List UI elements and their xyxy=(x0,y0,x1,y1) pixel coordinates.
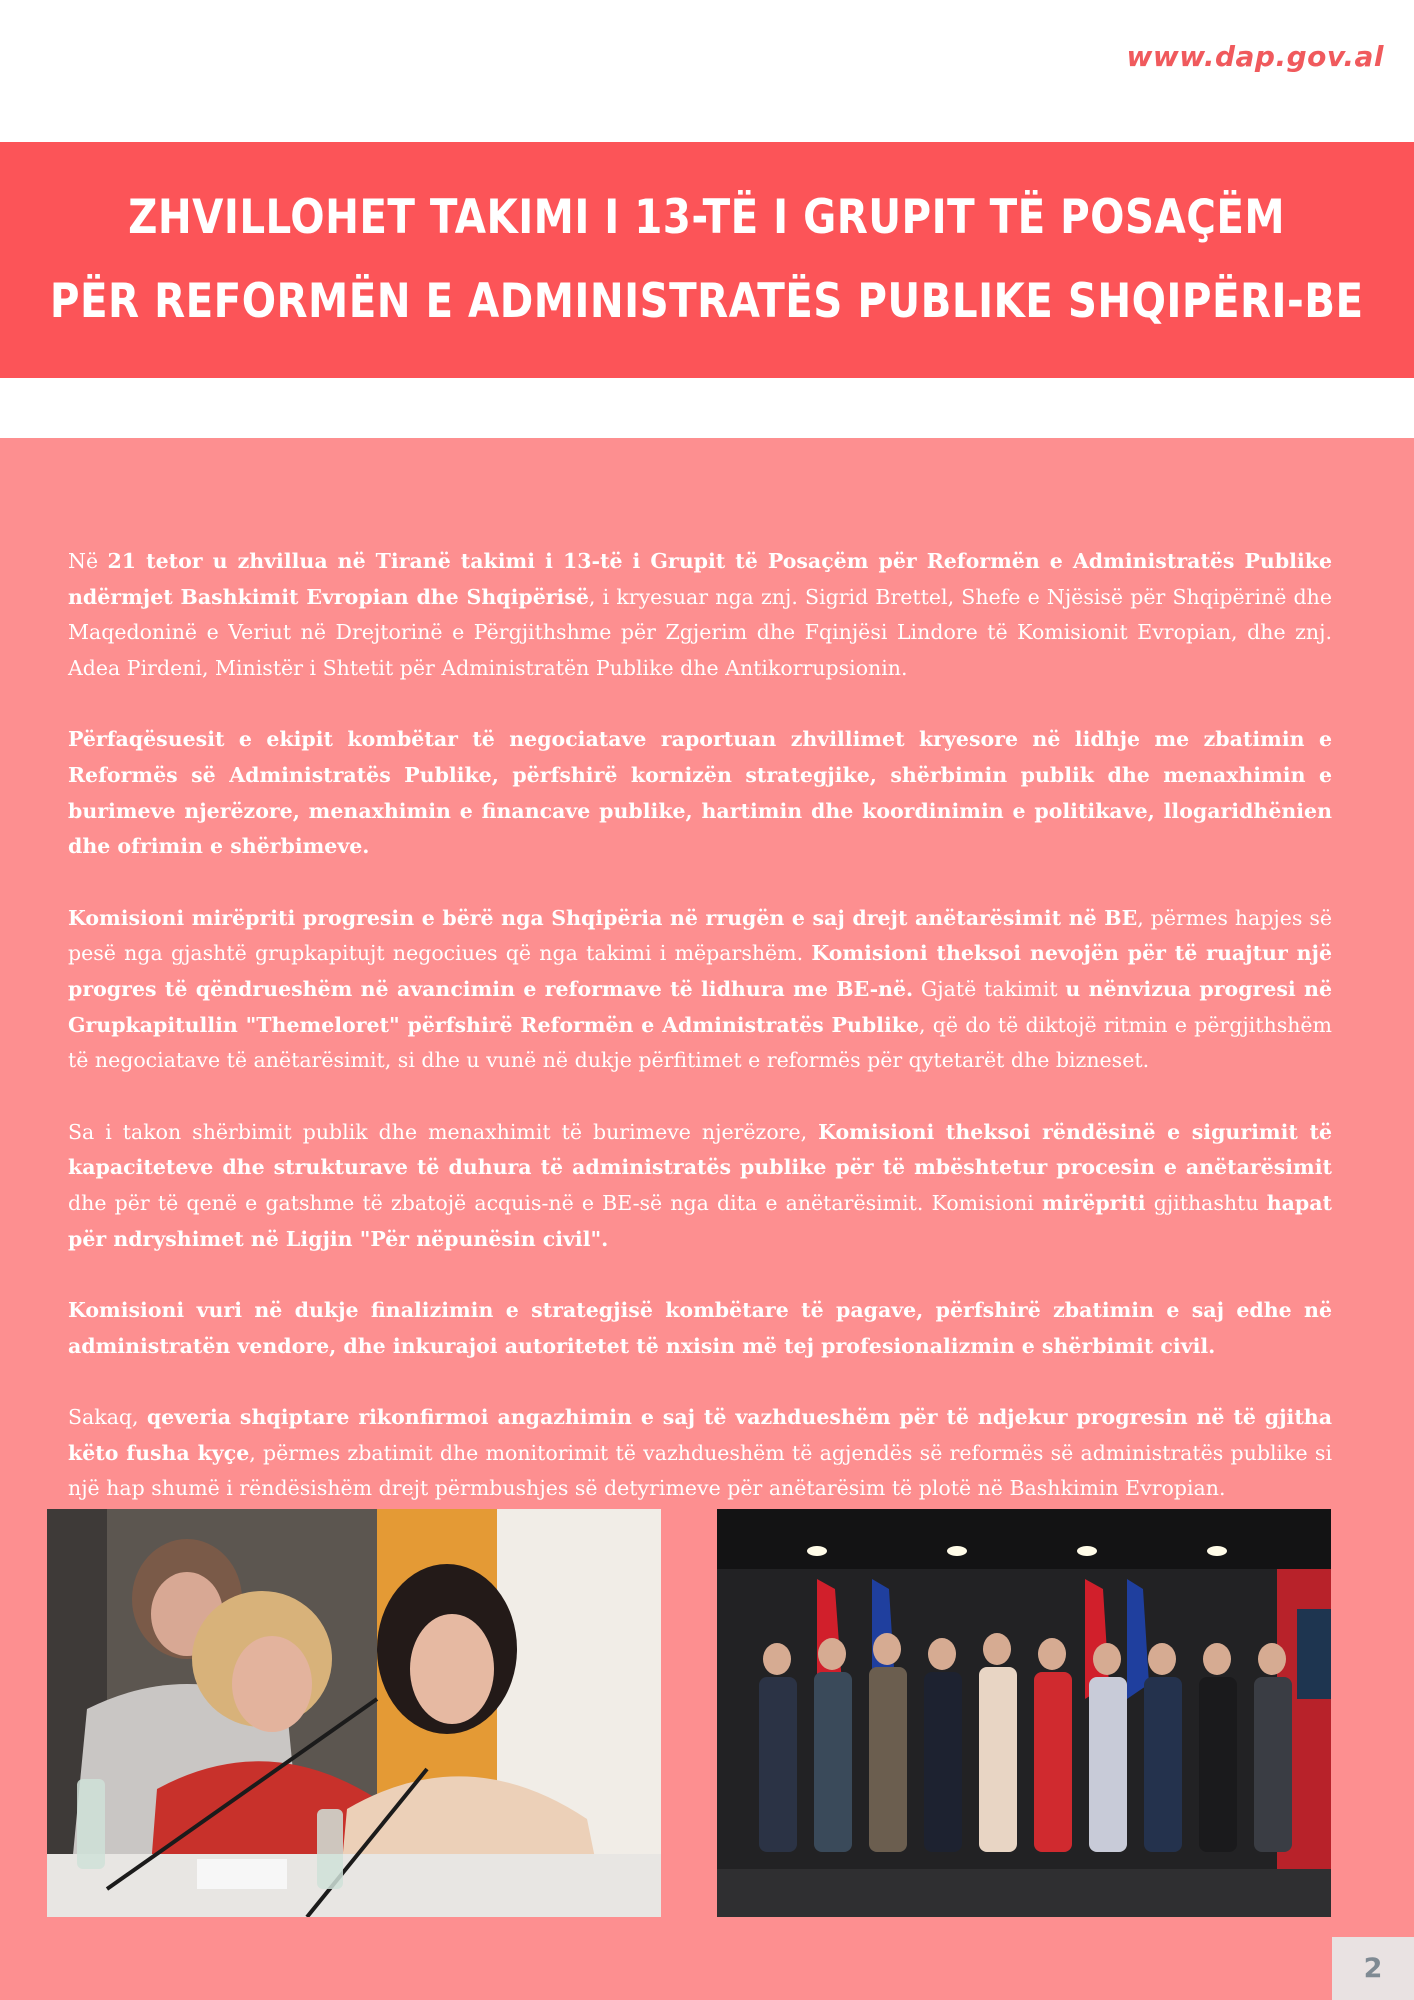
text-run: , që do të diktojë ritmin e përgjithshëm të negociatave të anëtarësimit, si dhe u vunë në dukje përfitimet e reformës për qytetarët dhe bizneset. xyxy=(68,1012,1332,1073)
text-run: , përmes zbatimit dhe monitorimit të vazhdueshëm të agjendës së reformës së administratës publike si një hap shumë i rëndësishëm drejt përmbushjes së detyrimeve për anëtarësim të plotë në Bashkimin Evropian. xyxy=(68,1440,1332,1501)
text-run: Gjatë takimit xyxy=(913,976,1066,1001)
text-run: Në xyxy=(68,549,108,573)
bold-text-run: mirëpriti xyxy=(1042,1190,1146,1215)
article-paragraph xyxy=(68,1400,1332,1507)
article-paragraph xyxy=(68,1115,1332,1257)
website-url[interactable]: www.dap.gov.al xyxy=(1126,40,1384,73)
meeting-photo-speaker xyxy=(47,1509,661,1917)
text-run: dhe për të qenë e gatshme të zbatojë acquis-në e BE-së nga dita e anëtarësimit. Komisioni xyxy=(68,1190,1043,1215)
bold-text-run: Përfaqësuesit e ekipit kombëtar të negociatave raportuan zhvillimet kryesore në lidhje me zbatimin e Reformës së Administratës Publike, përfshirë kornizën strategjike, shërbimin publik dhe menaxhimin e burimeve njerëzore, menaxhimin e financave publike, hartimin dhe koordinimin e politikave, llogaridhënien dhe ofrimin e shërbimeve. xyxy=(68,727,1332,859)
bold-text-run: qeveria shqiptare rikonfirmoi angazhimin e saj të vazhdueshëm për të ndjekur progresin në të gjitha këto fusha kyçe xyxy=(68,1405,1332,1465)
text-run: Sa i takon shërbimit publik dhe menaxhimit të burimeve njerëzore, xyxy=(68,1119,819,1144)
bold-text-run: hapat për ndryshimet në Ligjin "Për nëpunësin civil". xyxy=(68,1190,1332,1251)
article-body xyxy=(68,544,1332,1543)
bold-text-run: Komisioni vuri në dukje finalizimin e strategjisë kombëtare të pagave, përfshirë zbatimin e saj edhe në administratën vendore, dhe inkurajoi autoritetet të nxisin më tej profesionalizmin e shërbimit civil. xyxy=(68,1298,1332,1358)
title-banner xyxy=(0,142,1414,378)
text-run: , përmes hapjes së pesë nga gjashtë grupkapitujt negociues që nga takimi i mëparshëm. xyxy=(68,905,1333,966)
bold-text-run: 21 tetor u zhvillua në Tiranë takimi i 13-të i Grupit të Posaçëm për Reformën e Administratës Publike ndërmjet Bashkimit Evropian dhe Shqipërisë xyxy=(68,549,1332,609)
text-run: gjithashtu xyxy=(1145,1190,1267,1215)
page-number: 2 xyxy=(1332,1937,1414,2000)
bold-text-run: Komisioni theksoi rëndësinë e sigurimit të kapaciteteve dhe strukturave të duhura të administratës publike për të mbështetur procesin e anëtarësimit xyxy=(68,1119,1332,1180)
bold-text-run: Komisioni mirëpriti progresin e bërë nga Shqipëria në rrugën e saj drejt anëtarësimit në BE xyxy=(68,905,1138,930)
bold-text-run: Komisioni theksoi nevojën për të ruajtur një progres të qëndrueshëm në avancimin e reformave të lidhura me BE-në. xyxy=(68,941,1332,1001)
bold-text-run: u nënvizua progresi në Grupkapitullin "Themeloret" përfshirë Reformën e Administratës Publike xyxy=(68,976,1332,1037)
article-paragraph xyxy=(68,722,1332,864)
article-paragraph xyxy=(68,544,1332,686)
text-run: , i kryesuar nga znj. Sigrid Brettel, Shefe e Njësisë për Shqipërinë dhe Maqedoninë e Veriut në Drejtorinë e Përgjithshme për Zgjerim dhe Fqinjësi Lindore të Komisionit Evropian, dhe znj. Adea Pirdeni, Ministër i Shtetit për Administratën Publike dhe Antikorrupsionin. xyxy=(68,584,1332,680)
article-paragraph xyxy=(68,901,1332,1079)
text-run: Sakaq, xyxy=(68,1405,147,1430)
article-section xyxy=(0,438,1414,2000)
title-line-1: ZHVILLOHET TAKIMI I 13-TË I GRUPIT TË POSAÇËM xyxy=(128,190,1286,245)
title-line-2: PËR REFORMËN E ADMINISTRATËS PUBLIKE SHQIPËRI-BE xyxy=(50,274,1364,329)
article-paragraph xyxy=(68,1293,1332,1364)
group-photo xyxy=(717,1509,1331,1917)
